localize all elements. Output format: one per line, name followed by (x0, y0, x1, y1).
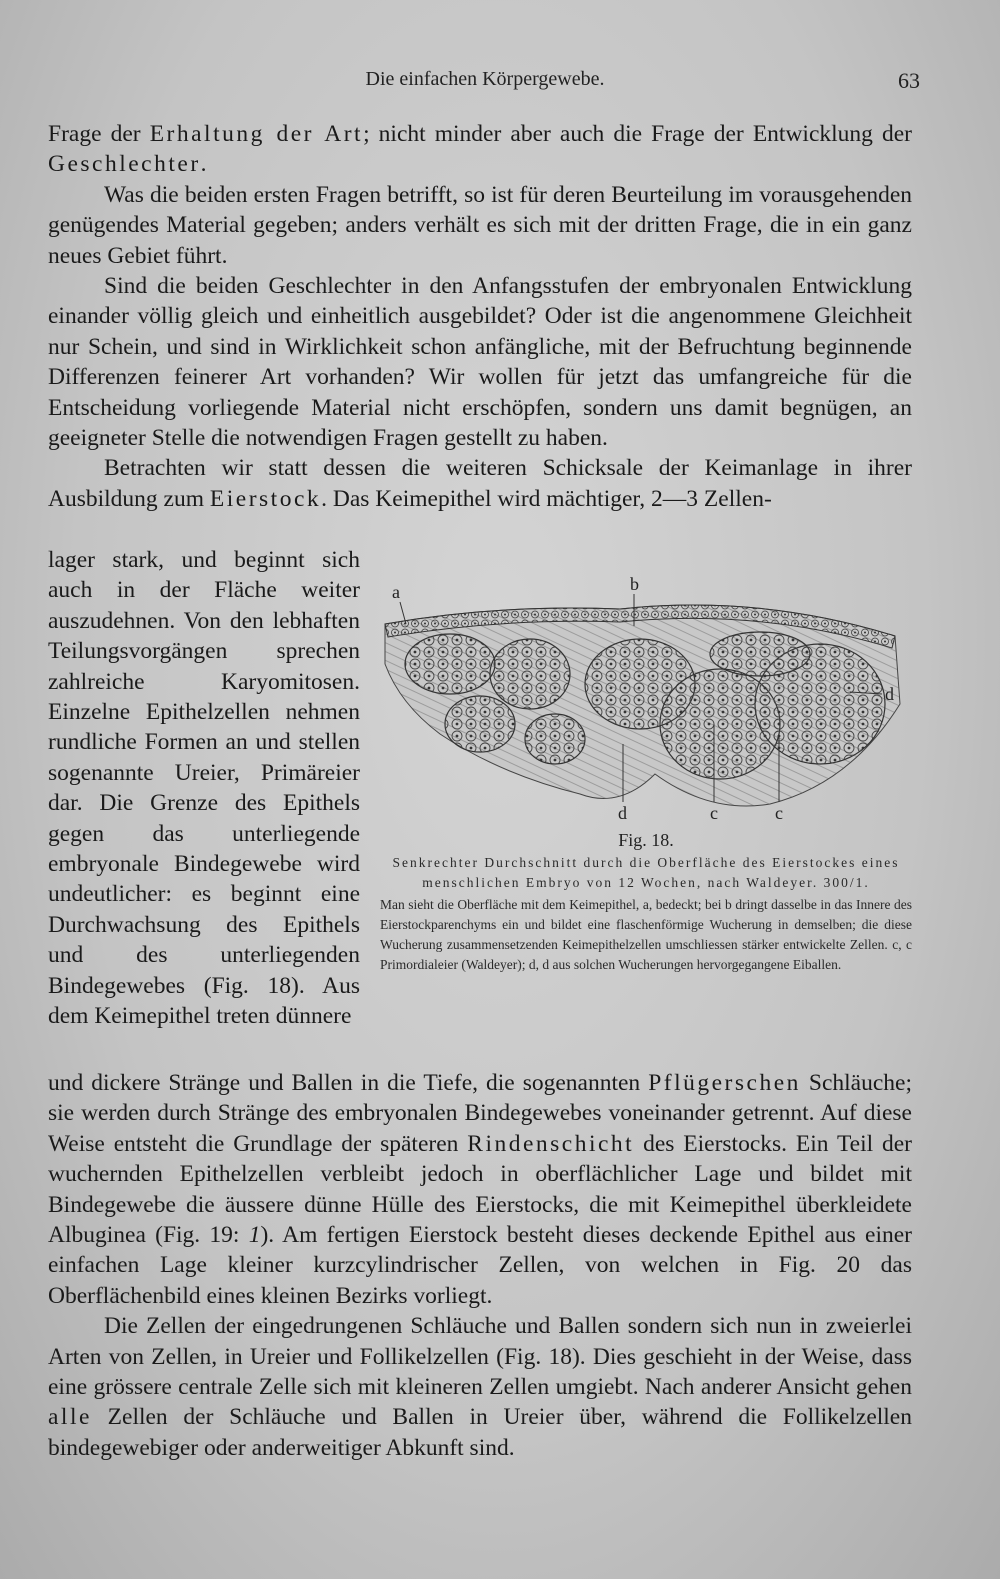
label-c-second: c (775, 803, 783, 823)
paragraph-4-continued: lager stark, und beginnt sich auch in der Fläche weiter auszudehnen. Von den lebhaften Teilungsvorgängen sprechen zahlreiche Karyomitosen. Einzelne Epithelzellen nehmen rundliche Formen an und stellen sogenannte Ureier, Primäreier dar. Die Grenze des Epithels gegen das unterliegende embryonale Bindegewebe wird undeutlicher: es beginnt eine Durchwachsung des Epithels und des unterliegenden Bindegewebes (Fig. 18). Aus dem Keimepithel treten dünnere (48, 547, 360, 1030)
label-c-first: c (710, 803, 718, 823)
body-text-left-column (48, 545, 360, 1032)
body-text-top (48, 119, 912, 514)
figure-18 (380, 574, 912, 1044)
paragraph-6: Die Zellen der eingedrungenen Schläuche und Ballen sondern sich nun in zweierlei Arten von Zellen, in Ureier und Follikelzellen (Fig. 18). Dies geschieht in der Weise, dass eine grössere centrale Zelle sich mit kleineren Zellen umgiebt. Nach anderer Ansicht gehen alle Zellen der Schläuche und Ballen in Ureier über, während die Follikelzellen bindegewebiger oder anderweitiger Abkunft sind. (48, 1313, 912, 1461)
label-b: b (630, 574, 639, 594)
emphasis-rindenschicht: Rindenschicht (467, 1130, 635, 1157)
label-d-right: d (885, 684, 894, 704)
paragraph-2: Was die beiden ersten Fragen betrifft, so ist für deren Beurteilung im vorausgehenden genügendes Material gegeben; anders verhält es sich mit der dritten Frage, die in ein ganz neues Gebiet führt. (48, 181, 912, 269)
figure-caption (380, 853, 912, 975)
ovary-section-illustration (380, 574, 912, 824)
body-text-bottom (48, 1068, 912, 1463)
figure-title: Fig. 18. (618, 830, 674, 850)
page-number: 63 (898, 68, 920, 93)
emphasis-pfluegerschen: Pflügerschen (648, 1070, 801, 1096)
emphasis-eierstock: Eierstock (209, 485, 322, 512)
page-header (50, 68, 920, 100)
caption-description: Man sieht die Oberfläche mit dem Keimepithel, a, bedeckt; bei b dringt dasselbe in das Innere des Eierstockparenchyms ein und bildet eine flaschenförmige Wucherung in demselben; die diese Wucherung zusammensetzenden Keimepithelzellen umschliessen stärker entwickelte Zellen. c, c Primordialeier (Waldeyer); d, d aus solchen Wucherungen hervorgegangene Eiballen. (380, 897, 912, 972)
paragraph-4: Betrachten wir statt dessen die weiteren Schicksale der Keimanlage in ihrer Ausbildung zum Eierstock. Das Keimepithel wird mächtiger, 2—3 Zellen- (48, 455, 912, 512)
caption-title: Senkrechter Durchschnitt durch die Oberfläche des Eierstockes eines menschlichen Embryo von 12 Wochen, nach Waldeyer. 300/1. (392, 855, 900, 890)
label-a: a (392, 582, 400, 602)
paragraph-1: Frage der Erhaltung der Art; nicht minder aber auch die Frage der Entwicklung der Geschlechter. (48, 121, 912, 178)
label-d-bottom: d (618, 803, 627, 823)
paragraph-5: und dickere Stränge und Ballen in die Tiefe, die sogenannten Pflügerschen Schläuche; sie werden durch Stränge des embryonalen Bindegewebes voneinander getrennt. Auf diese Weise entsteht die Grundlage der späteren Rindenschicht des Eierstocks. Ein Teil der wuchernden Epithelzellen verbleibt jedoch in oberflächlicher Lage und bildet mit Bindegewebe die äussere dünne Hülle des Eierstocks, die mit Keimepithel überkleidete Albuginea (Fig. 19: 1). Am fertigen Eierstock besteht dieses deckende Epithel aus einer einfachen Lage kleiner kurzcylindrischer Zellen, von welchen in Fig. 20 das Oberflächenbild eines kleinen Bezirks vorliegt. (48, 1070, 913, 1309)
emphasis-fig19-number: 1 (248, 1222, 261, 1249)
emphasis-erhaltung: Erhaltung der Art (149, 121, 364, 147)
paragraph-3: Sind die beiden Geschlechter in den Anfangsstufen der embryonalen Entwicklung einander völlig gleich und einheitlich ausgebildet? Oder ist die angenommene Gleichheit nur Schein, und sind in Wirklichkeit schon anfängliche, mit der Befruchtung beginnende Differenzen feinerer Art vorhanden? Wir wollen für jetzt das umfangreiche für die Entscheidung vorliegende Material nicht erschöpfen, sondern uns damit begnügen, an geeigneter Stelle die notwendigen Fragen gestellt zu haben. (48, 273, 912, 452)
emphasis-geschlechter: Geschlechter (48, 151, 201, 178)
running-head: Die einfachen Körpergewebe. (365, 68, 605, 90)
emphasis-alle: alle (48, 1404, 92, 1431)
